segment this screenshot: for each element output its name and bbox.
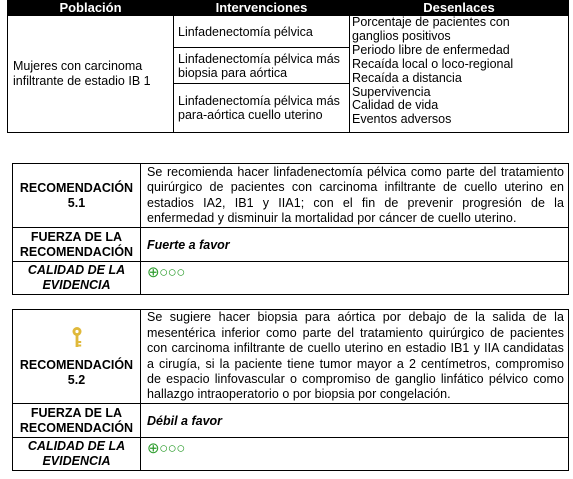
desenlace-item: Porcentaje de pacientes con — [352, 15, 510, 29]
intervencion-2: Linfadenectomía pélvica más biopsia para aórtica — [174, 48, 350, 84]
rec1-fuerza-label-line1: FUERZA DE LA — [30, 229, 123, 244]
key-icon — [70, 326, 84, 348]
rec1-calidad-label — [13, 262, 141, 295]
rec2-fuerza-value: Débil a favor — [141, 404, 569, 438]
rec1-label-line1: RECOMENDACIÓN — [19, 180, 134, 195]
header-poblacion: Población — [8, 1, 174, 16]
rec2-calidad-row — [13, 438, 569, 471]
rec1-fuerza-label — [13, 228, 141, 262]
desenlace-item: Calidad de vida — [352, 98, 439, 113]
recommendation-5-1-table — [12, 163, 569, 295]
rec2-label-line2: 5.2 — [67, 372, 86, 387]
desenlace-item: Recaída a distancia — [352, 70, 462, 85]
desenlace-item: Periodo libre de enfermedad — [352, 42, 510, 57]
rec2-label-line1: RECOMENDACIÓN — [19, 357, 134, 372]
rec1-calidad-value: ⊕○○○ — [141, 262, 569, 295]
pico-table — [7, 0, 569, 133]
rec2-calidad-label-line2: EVIDENCIA — [42, 454, 111, 468]
rec2-text: Se sugiere hacer biopsia para aórtica por debajo de la salida de la mesentérica inferior como parte del tratamiento quirúrgico de pacientes con carcinoma infiltrante de cuello uterino en estadio IB1 y IIA candidatas a cirugía, si la paciente tiene tumor mayor a 2 centímetros, compromiso de espacio linfovascular o compromiso de ganglio linfático pélvico como hallazgo intraoperatorio o por biopsia por congelación. — [141, 310, 569, 404]
rec2-calidad-label — [13, 438, 141, 471]
rec1-label — [13, 164, 141, 228]
rec2-calidad-label-line1: CALIDAD DE LA — [27, 439, 126, 453]
rec1-fuerza-value: Fuerte a favor — [141, 228, 569, 262]
recommendation-5-2-table — [12, 309, 569, 471]
rec1-calidad-label-line2: EVIDENCIA — [42, 278, 111, 292]
rec1-calidad-label-line1: CALIDAD DE LA — [27, 263, 126, 277]
rec1-text: Se recomienda hacer linfadenectomía pélvica como parte del tratamiento quirúrgico de pacientes con carcinoma infiltrante de cuello uterino en estadios IA2, IB1 y IIA1; con el fin de prevenir progresión de la enfermedad y disminuir la mortalidad por cáncer de cuello uterino. — [141, 164, 569, 228]
poblacion-cell: Mujeres con carcinoma infiltrante de estadio IB 1 — [8, 16, 174, 133]
rec2-fuerza-row — [13, 404, 569, 438]
rec1-fuerza-row — [13, 228, 569, 262]
desenlace-item: Recaída local o loco-regional — [352, 56, 514, 71]
rec2-fuerza-label-line1: FUERZA DE LA — [30, 405, 123, 420]
rec1-calidad-row — [13, 262, 569, 295]
rec1-label-line2: 5.1 — [67, 195, 86, 210]
intervencion-1: Linfadenectomía pélvica — [174, 16, 350, 48]
desenlace-item: ganglios positivos — [352, 28, 451, 43]
desenlace-item: Supervivencia — [352, 84, 431, 99]
intervencion-3: Linfadenectomía pélvica más para-aórtica cuello uterino — [174, 84, 350, 133]
rec2-fuerza-label-line2: RECOMENDACIÓN — [19, 420, 134, 435]
rec2-text-row — [13, 310, 569, 404]
rec2-fuerza-label — [13, 404, 141, 438]
rec1-fuerza-label-line2: RECOMENDACIÓN — [19, 244, 134, 259]
pico-row-1 — [8, 16, 569, 48]
desenlace-item: Eventos adversos — [352, 112, 452, 127]
header-desenlaces: Desenlaces — [350, 1, 569, 16]
pico-header-row — [8, 1, 569, 16]
desenlaces-cell — [350, 16, 569, 133]
rec2-calidad-value: ⊕○○○ — [141, 438, 569, 471]
rec2-label — [13, 310, 141, 404]
header-intervenciones: Intervenciones — [174, 1, 350, 16]
rec1-text-row — [13, 164, 569, 228]
